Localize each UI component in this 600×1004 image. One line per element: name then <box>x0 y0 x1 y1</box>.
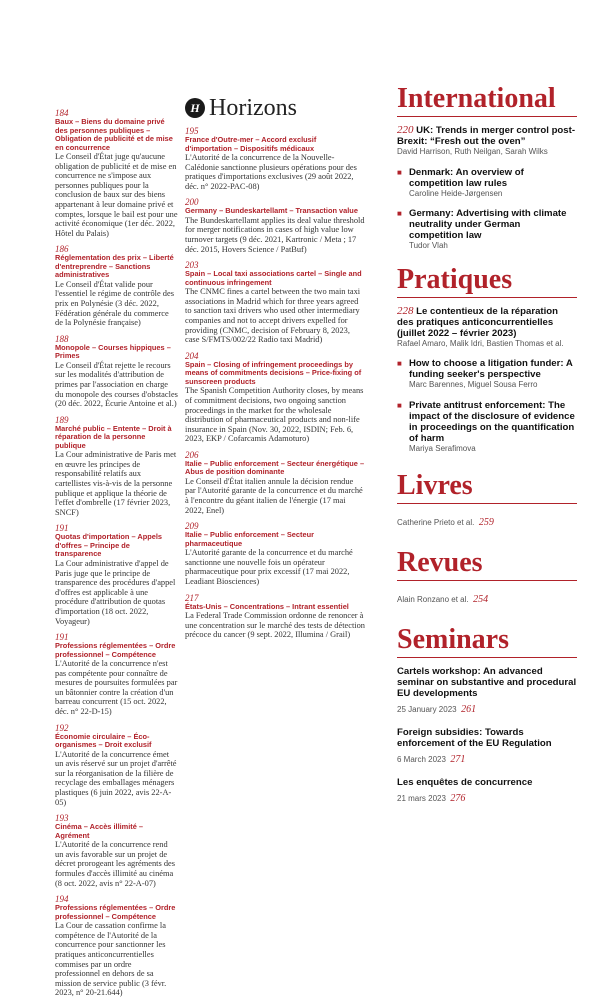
entry-category: Italie – Public enforcement – Secteur énergétique – Abus de position dominante <box>185 458 365 477</box>
entry-body: Le Conseil d'État valide pour l'essentiel le régime de contrôle des prix en Polynésie (3 déc. 2022, Fédération générale du commerce de la Polynésie française) <box>55 279 174 328</box>
article-title: Le contentieux de la réparation des pratiques anticoncurrentielles (juillet 2022 – février 2023) <box>397 305 558 339</box>
entry-number: 189 <box>55 414 69 425</box>
article-authors: Mariya Serafimova <box>409 443 476 453</box>
entry-category: Cinéma – Accès illimité – Agrément <box>55 822 144 840</box>
entry <box>55 723 178 808</box>
seminar-date: 21 mars 2023 <box>397 794 446 803</box>
entry-number: 193 <box>55 813 69 824</box>
entry <box>55 108 178 238</box>
page-number: 220 <box>397 124 414 136</box>
horizons-column <box>185 96 365 646</box>
horizons-badge-icon: H <box>185 98 205 118</box>
entry <box>185 450 365 515</box>
entry-category: Spain – Local taxi associations cartel – Single and continuous infringement <box>185 269 362 287</box>
seminar-item <box>397 666 577 717</box>
entry-category: Germany – Bundeskartellamt – Transaction value <box>185 206 358 216</box>
entry-category: Économie circulaire – Éco-organismes – Droit exclusif <box>55 731 152 750</box>
article-authors: Marc Barennes, Miguel Sousa Ferro <box>409 380 538 389</box>
entry-category: Professions réglementées – Ordre professionnel – Compétence <box>55 641 176 659</box>
entry-number: 200 <box>185 197 199 208</box>
article-authors: Alain Ronzano et al. <box>397 595 469 604</box>
pratiques-title: Pratiques <box>397 263 513 295</box>
livres-title: Livres <box>397 470 473 501</box>
entry-body: L'Autorité de la concurrence rend un avis favorable sur un projet de décret prorogeant les agréments des formules d'accès illimité au cinéma (8 oct. 2022, avis n° 22-A-07) <box>55 840 175 888</box>
entry-number: 217 <box>185 592 199 603</box>
entry-number: 209 <box>185 521 199 532</box>
article-authors: Catherine Prieto et al. <box>397 518 475 527</box>
revues-title: Revues <box>397 547 483 578</box>
entry-number: 186 <box>55 244 69 255</box>
page-number: 254 <box>473 594 489 605</box>
article-title: Private antitrust enforcement: The impact of the disclosure of evidence in proceedings on the quantification of harm <box>409 399 575 444</box>
seminar-title: Foreign subsidies: Towards enforcement of the EU Regulation <box>397 727 552 749</box>
entry <box>55 244 178 327</box>
entry-category: Spain – Closing of infringement proceedings by means of commitments decisions – Price-fixing of sunscreen products <box>185 359 362 386</box>
article-title: How to choose a litigation funder: A funding seeker's perspective <box>409 358 573 380</box>
page-number: 276 <box>450 793 466 804</box>
entry-number: 188 <box>55 333 69 344</box>
entry-body: L'Autorité de la concurrence n'est pas compétente pour connaître de mesures de poursuites formulées par un bâtonnier contre la création d'un barreau concurrent (15 oct. 2022, déc. n° 22-D-15) <box>55 659 178 717</box>
article-item <box>397 208 577 251</box>
entry-category: France d'Outre-mer – Accord exclusif d'importation – Dispositifs médicaux <box>185 135 317 153</box>
entry-body: La Cour administrative de Paris met en œuvre les principes de responsabilité relatifs aux cartellistes vis-à-vis de la personne publique et applique la théorie de l'effet d'ombrelle (17 février 2023, SNCF) <box>55 450 177 517</box>
section-divider <box>397 657 577 658</box>
square-bullet-icon: ■ <box>397 209 402 218</box>
entry-body: Le Conseil d'État italien annule la décision rendue par l'Autorité garante de la concurrence et du marché à l'encontre du géant italien de l'énergie (17 mai 2022, Enel) <box>185 476 363 515</box>
entry-category: États-Unis – Concentrations – Intrant essentiel <box>185 601 349 611</box>
entry-number: 191 <box>55 523 69 534</box>
article-item <box>397 167 577 199</box>
square-bullet-icon: ■ <box>397 167 402 177</box>
seminars-title: Seminars <box>397 624 509 655</box>
left-column <box>55 108 178 1004</box>
seminar-title: Les enquêtes de concurrence <box>397 777 533 788</box>
article-item <box>397 125 577 157</box>
section-divider <box>397 503 577 504</box>
entry <box>55 894 178 998</box>
entry-number: 192 <box>55 722 69 733</box>
entry <box>55 632 178 717</box>
entry <box>55 415 178 518</box>
entry-number: 206 <box>185 449 199 460</box>
entry-category: Italie – Public enforcement – Secteur pharmaceutique <box>185 530 314 548</box>
article-item <box>397 400 577 454</box>
article-title: UK: Trends in merger control post-Brexit: “Fresh out the oven” <box>397 125 576 147</box>
seminar-item <box>397 727 577 767</box>
entry-number: 204 <box>185 350 199 361</box>
entry-body: Le Conseil d'État juge qu'aucune obligation de publicité et de mise en concurrence ne s'impose aux personnes publiques pour la conclusion de baux sur des biens appartenant à leur domaine privé et comptes, lorsque le bail est pour une activité économique (1er déc. 2022, Hôtel du Palais) <box>55 152 178 238</box>
page-number: 271 <box>450 754 466 765</box>
entry-body: La Federal Trade Commission ordonne de renoncer à une concentration sur le marché des tests de détection précoce du cancer (9 sept. 2022, Illumina / Grail) <box>185 611 365 640</box>
entry-body: The Spanish Competition Authority closes, by means of commitment decisions, two ongoing sanction proceedings in the market for the wholesale distribution of pharmaceutical products and non-life insurance in Spain (Nov. 30, 2022, ISDIN; Feb. 6, 2023, EKP / Cofarcamis Adamoturo) <box>185 386 364 444</box>
entry-body: L'Autorité garante de la concurrence et du marché sanctionne une nouvelle fois un opérateur pharmaceutique pour prix excessif (17 mai 2022, Leadiant Biosciences) <box>185 548 353 587</box>
entry-category: Monopole – Courses hippiques – Primes <box>55 342 171 361</box>
seminar-date: 25 January 2023 <box>397 705 457 714</box>
article-authors: Rafael Amaro, Malik Idri, Bastien Thomas et al. <box>397 338 564 348</box>
entry-body: The CNMC fines a cartel between the two main taxi associations in Madrid which for three years agreed to sanction taxi drivers who used other intermediary companies and not to accept drivers expelled for providing (CNMC, decision of February 8, 2023, case S/FMTS/002/22 Radio taxi Madrid) <box>185 287 361 345</box>
section-divider <box>397 297 577 298</box>
page-number: 259 <box>478 517 494 528</box>
section-divider <box>397 580 577 581</box>
article-title: Germany: Advertising with climate neutrality under German competition law <box>409 208 567 241</box>
entry <box>185 260 365 345</box>
article-title: Denmark: An overview of competition law rules <box>409 166 524 189</box>
article-item <box>397 589 577 607</box>
entry-body: La Cour de cassation confirme la compétence de l'Autorité de la concurrence pour sanctionner les pratiques anticoncurrentielles commises par un ordre professionnel en dehors de sa mission de service public (3 févr. 2023, n° 20-21.644) <box>55 921 167 998</box>
section-title: Horizons <box>209 95 297 121</box>
entry-body: The Bundeskartellamt applies its deal value threshold for merger notifications in cases of high value low turnover targets (9 déc. 2021, Kartronic / Meta ; 17 déc. 2015, Hovers Science / PatBuf) <box>185 215 365 254</box>
entry-number: 184 <box>55 108 69 118</box>
entry-category: Réglementation des prix – Liberté d'entreprendre – Sanctions administratives <box>55 253 174 280</box>
entry-category: Professions réglementées – Ordre professionnel – Compétence <box>55 903 176 921</box>
entry <box>185 593 365 640</box>
article-authors: Caroline Heide-Jørgensen <box>409 188 503 198</box>
article-authors: Tudor Vlah <box>409 241 448 250</box>
seminar-title: Cartels workshop: An advanced seminar on substantive and procedural EU developments <box>397 666 577 699</box>
international-title: International <box>397 83 556 114</box>
article-item <box>397 512 577 530</box>
entry-body: Le Conseil d'État rejette le recours sur les modalités d'attribution de primes par l'association en charge du monopole des courses d'obstacles (20 déc. 2022, Écurie Antoine et al.) <box>55 360 178 409</box>
entry-number: 195 <box>185 126 199 136</box>
entry-body: L'Autorité de la concurrence de la Nouvelle-Calédonie sanctionne plusieurs opérations pour des pratiques d'importations exclusives (29 août 2022, déc. n° 2022-PAC-08) <box>185 153 357 191</box>
square-bullet-icon: ■ <box>397 400 402 410</box>
seminar-item <box>397 777 577 806</box>
entry-body: L'Autorité de la concurrence émet un avis réservé sur un projet d'arrêté sur la réorganisation de la filière de recyclage des emballages ménagers plastiques (6 juin 2022, avis 22-A-05) <box>55 749 177 807</box>
entry-number: 194 <box>55 894 69 905</box>
horizons-header <box>185 96 365 120</box>
entry <box>185 521 365 586</box>
page-number: 261 <box>461 704 477 715</box>
entry-body: La Cour administrative d'appel de Paris juge que le principe de transparence des procédures d'appel d'offres est applicable à une procédure d'attribution de quotas d'importation (18 oct. 2022, Voyageur) <box>55 558 176 626</box>
entry <box>55 334 178 409</box>
entry <box>185 197 365 254</box>
square-bullet-icon: ■ <box>397 359 402 368</box>
article-authors: David Harrison, Ruth Neilgan, Sarah Wilks <box>397 147 548 156</box>
entry-category: Baux – Biens du domaine privé des personnes publiques – Obligation de publicité et de mise en concurrence <box>55 117 173 152</box>
section-divider <box>397 116 577 117</box>
seminar-date: 6 March 2023 <box>397 755 446 764</box>
entry-number: 203 <box>185 260 199 271</box>
right-column <box>397 84 577 816</box>
entry <box>55 523 178 626</box>
entry-number: 191 <box>55 632 69 643</box>
page-number: 228 <box>397 304 414 317</box>
entry-category: Marché public – Entente – Droit à réparation de la personne publique <box>55 423 172 450</box>
entry <box>185 126 365 191</box>
entry <box>185 351 365 444</box>
entry-category: Quotas d'importation – Appels d'offres – Principe de transparence <box>55 532 163 559</box>
article-item <box>397 306 577 349</box>
article-item <box>397 358 577 390</box>
entry <box>55 813 178 888</box>
